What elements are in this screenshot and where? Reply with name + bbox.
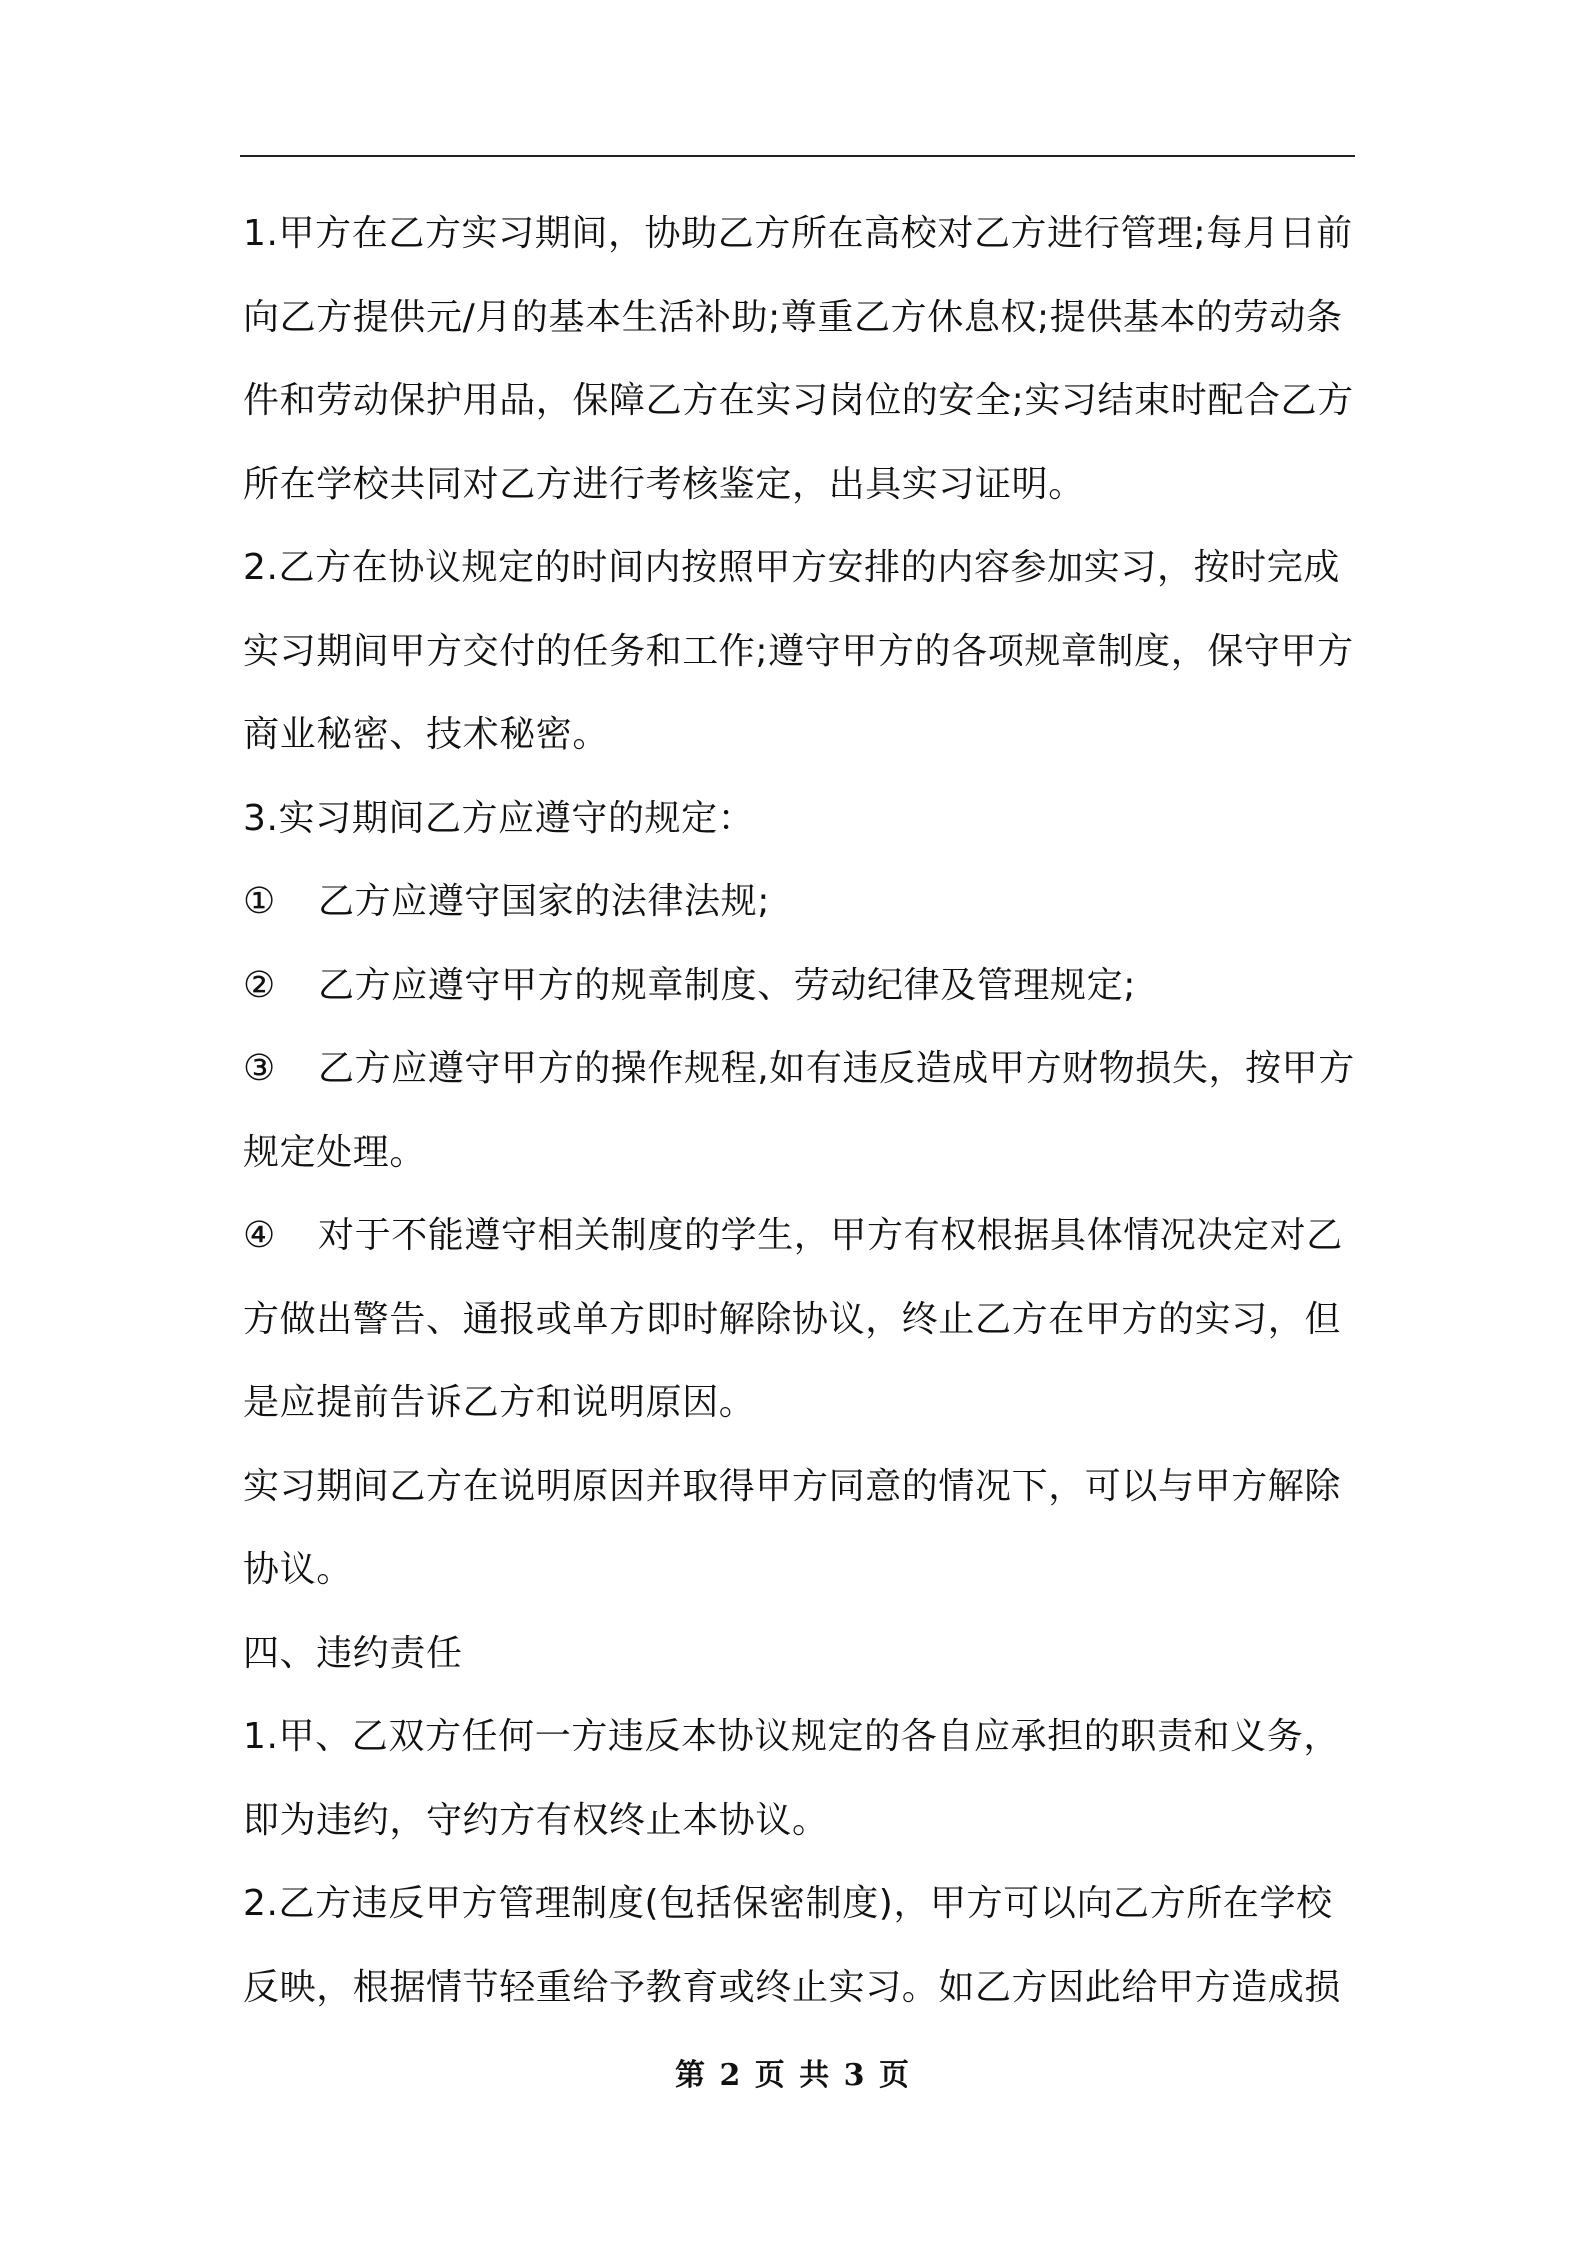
list-item-1 xyxy=(243,860,1355,944)
paragraph-3: 3.实习期间乙方应遵守的规定： xyxy=(243,797,755,839)
list-marker: ③ xyxy=(243,1048,276,1089)
section-paragraph-1: 1.甲、乙双方任何一方违反本协议规定的各自应承担的职责和义务，即为违约，守约方有权终止本协议。 xyxy=(243,1716,1340,1841)
list-marker: ① xyxy=(243,881,276,922)
paragraph-after-items: 实习期间乙方在说明原因并取得甲方同意的情况下，可以与甲方解除协议。 xyxy=(243,1465,1342,1590)
section-paragraph-2: 2.乙方违反甲方管理制度(包括保密制度)，甲方可以向乙方所在学校反映，根据情节轻重给予教育或终止实习。如乙方因此给甲方造成损 xyxy=(243,1883,1342,2008)
section-heading: 四、违约责任 xyxy=(243,1632,463,1674)
header-rule xyxy=(240,155,1355,157)
paragraph-2: 2.乙方在协议规定的时间内按照甲方安排的内容参加实习，按时完成实习期间甲方交付的任务和工作;遵守甲方的各项规章制度，保守甲方商业秘密、技术秘密。 xyxy=(243,547,1354,755)
list-item-text: 乙方应遵守国家的法律法规; xyxy=(318,881,770,922)
list-item-3 xyxy=(243,1027,1355,1194)
list-item-text: 乙方应遵守甲方的操作规程,如有违反造成甲方财物损失，按甲方规定处理。 xyxy=(243,1048,1355,1173)
document-body xyxy=(243,192,1355,2029)
list-item-2 xyxy=(243,944,1355,1028)
paragraph-1: 1.甲方在乙方实习期间，协助乙方所在高校对乙方进行管理;每月日前向乙方提供元/月的基本生活补助;尊重乙方休息权;提供基本的劳动条件和劳动保护用品，保障乙方在实习岗位的安全;实习结束时配合乙方所在学校共同对乙方进行考核鉴定，出具实习证明。 xyxy=(243,213,1354,505)
list-item-text: 乙方应遵守甲方的规章制度、劳动纪律及管理规定; xyxy=(318,964,1136,1006)
list-marker: ④ xyxy=(243,1215,276,1256)
list-item-text: 对于不能遵守相关制度的学生，甲方有权根据具体情况决定对乙方做出警告、通报或单方即时解除协议，终止乙方在甲方的实习，但是应提前告诉乙方和说明原因。 xyxy=(243,1215,1343,1423)
list-item-4 xyxy=(243,1194,1355,1445)
page-number: 第 2 页 共 3 页 xyxy=(675,2058,911,2093)
list-marker: ② xyxy=(243,964,276,1006)
